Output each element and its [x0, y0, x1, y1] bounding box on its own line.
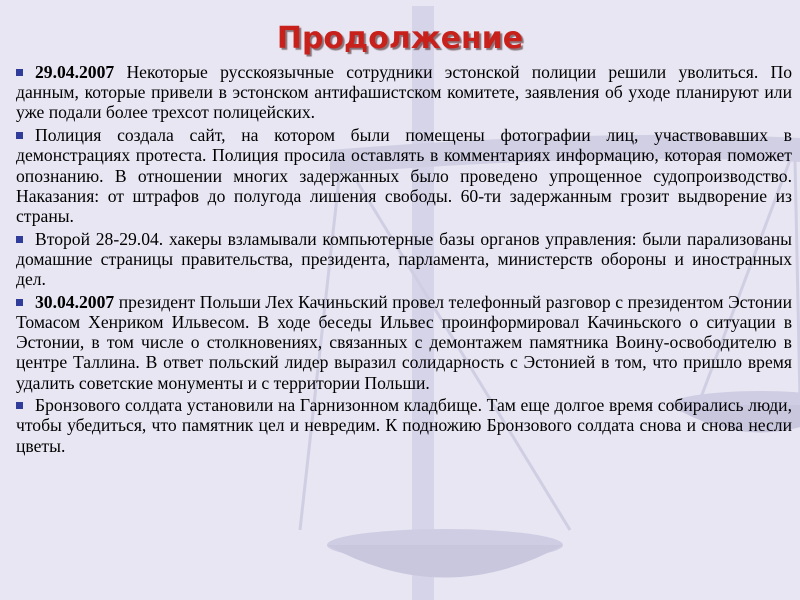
- bullet-text: Бронзового солдата установили на Гарнизонном кладбище. Там еще долгое время собирались люди, чтобы убедиться, что памятник цел и невредим. К подножию Бронзового солдата снова и снова несли цветы.: [16, 395, 792, 456]
- bullet-text: Полиция создала сайт, на котором были помещены фотографии лиц, участвовавших в демонстрациях протеста. Полиция просила оставлять в комментариях информацию, которая поможет опознанию. В отношении многих задержанных было проведено упрощенное судопроизводство. Наказания: от штрафов до полугода лишения свободы. 60-ти задержанным грозит выдворение из страны.: [16, 125, 792, 226]
- bullet-date: 30.04.2007: [35, 291, 115, 312]
- list-item: [16, 395, 792, 456]
- square-bullet-icon: [16, 69, 23, 76]
- square-bullet-icon: [16, 236, 23, 243]
- page-title: Продолжение: [276, 21, 524, 56]
- list-item: [16, 125, 792, 226]
- list-item: [16, 62, 792, 123]
- bullet-text: Второй 28-29.04. хакеры взламывали компьютерные базы органов управления: были парализованы домашние страницы правительства, президента, парламента, министерств обороны и иностранных дел.: [16, 228, 792, 290]
- square-bullet-icon: [16, 299, 23, 306]
- bullet-text: президент Польши Лех Качиньский провел телефонный разговор с президентом Эстонии Томасом Хенриком Ильвесом. В ходе беседы Ильвес проинформировал Качиньского о ситуации в Эстонии, в том числе о столкновениях, связанных с демонтажем памятника Воину-освободителю в центре Таллина. В ответ польский лидер выразил солидарность с Эстонией в том, что пришло время удалить советские монументы и с территории Польши.: [16, 291, 792, 393]
- bullet-list: [16, 62, 792, 458]
- square-bullet-icon: [16, 402, 23, 409]
- bullet-date: 29.04.2007: [35, 62, 115, 82]
- list-item: [16, 229, 792, 290]
- list-item: [16, 292, 792, 393]
- square-bullet-icon: [16, 132, 23, 139]
- bullet-text: Некоторые русскоязычные сотрудники эстонской полиции решили уволиться. По данным, которые привели в эстонском антифашистском комитете, заявления об уходе планируют или уже подали более трехсот полицейских.: [16, 62, 792, 123]
